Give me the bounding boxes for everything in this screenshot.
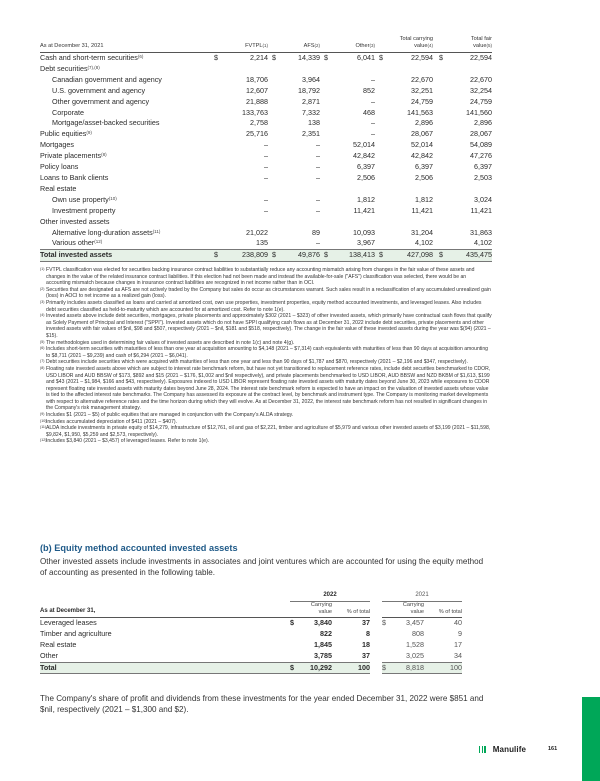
table-row: [40, 206, 492, 217]
row-value: 42,842: [353, 151, 375, 161]
footnote: [40, 287, 492, 300]
row-value: 468: [363, 107, 375, 117]
spacer: [370, 640, 382, 651]
table-row: [40, 151, 492, 162]
table-row: [40, 217, 492, 228]
row-value: [375, 184, 433, 195]
row-value: 32,254: [470, 85, 492, 95]
row-value: 3,964: [302, 74, 320, 84]
table-row: [40, 173, 492, 184]
year-2022: 2022: [290, 590, 370, 601]
footnote: [40, 412, 492, 419]
total-value: $ 427,098: [375, 250, 433, 262]
row-value: 6,397: [357, 162, 375, 172]
row-value: –: [316, 162, 320, 172]
spacer: [462, 629, 492, 640]
row-value: 6,397: [415, 162, 433, 172]
row-value: –: [316, 172, 320, 182]
spacer: [462, 617, 492, 628]
row-value: 42,842: [411, 151, 433, 161]
footnotes: [40, 267, 492, 445]
row-value: 2,506: [415, 172, 433, 182]
row-label: Public equities$^{(9)}$: [40, 129, 92, 139]
footnote-text: Includes $1 (2021 – $5) of public equities that are managed in conjunction with the Company's ALDA strategy.: [46, 412, 294, 419]
col-header-other: Other$^{(3)}$: [320, 36, 375, 53]
as-at-label: As at December 31, 2021: [40, 36, 210, 53]
footnote-text: FVTPL classification was elected for securities backing insurance contract liabilities to substantially reduce any accounting mismatch arising from changes in the fair value of these assets and changes in the value of the related insurance contract liabilities. If this election had not been made and instead the available-for-sale ("AFS") classification was selected, there would be an accounting mismatch because changes in insurance contract liabilities are recognized in net income rather than in OCI.: [46, 267, 475, 287]
row-value: 141,563: [407, 107, 433, 117]
carrying-value-2022: 3,785: [314, 650, 332, 660]
row-value: –: [316, 205, 320, 215]
row-value: –: [316, 238, 320, 248]
row-label: Loans to Bank clients: [40, 172, 109, 182]
footnote-marker: (2): [40, 286, 45, 291]
row-label: Private placements$^{(8)}$: [40, 151, 107, 161]
table-row: [40, 75, 492, 86]
total-value-2022: $ 10,292: [290, 662, 332, 674]
total-value: $ 238,809: [210, 250, 268, 262]
row-value: 24,759: [411, 96, 433, 106]
footnote: [40, 419, 492, 426]
row-value: 2,351: [302, 129, 320, 139]
row-value: 141,560: [466, 107, 492, 117]
row-value: 2,758: [250, 118, 268, 128]
row-label: Various other$^{(12)}$: [52, 238, 103, 248]
total-pct-2022: 100: [332, 662, 370, 674]
footnote: [40, 366, 492, 412]
total-row: [40, 662, 492, 674]
table-body: [40, 53, 492, 262]
footnote: [40, 438, 492, 445]
table-row: [40, 129, 492, 140]
row-value: –: [371, 118, 375, 128]
table-row: [40, 238, 492, 249]
total-value: $ 435,475: [433, 250, 492, 262]
row-label: Real estate: [40, 183, 77, 193]
table-row: [40, 184, 492, 195]
footnote-marker: (1): [40, 267, 45, 271]
table-row: [40, 140, 492, 151]
row-value: 28,067: [470, 129, 492, 139]
row-value: 1,812: [357, 194, 375, 204]
table-row: [40, 86, 492, 97]
total-value-2021: $ 8,818: [382, 662, 424, 674]
footnote: [40, 359, 492, 366]
carrying-value-2022: 822: [320, 628, 332, 638]
table-row: [40, 195, 492, 206]
row-value: 11,421: [411, 205, 433, 215]
section-intro: Other invested assets include investments in associates and joint ventures which are accounted for using the equity method of accounting as presented in the following table.: [40, 557, 484, 577]
footnote-marker: (7): [40, 359, 45, 364]
row-value: 7,332: [302, 107, 320, 117]
table-row: [40, 651, 492, 662]
row-label: Other invested assets: [40, 216, 110, 226]
row-value: [433, 184, 492, 195]
total-pct-2021: 100: [424, 662, 462, 674]
table-row: [40, 118, 492, 129]
row-value: [210, 184, 268, 195]
total-row: [40, 250, 492, 262]
row-value: [320, 217, 375, 228]
row-value: [268, 184, 320, 195]
row-value: 12,607: [246, 85, 268, 95]
row-value: –: [316, 140, 320, 150]
table-row: [40, 640, 492, 651]
row-value: [268, 217, 320, 228]
footnote-text: Invested assets above include debt securities, mortgages, private placements and approximately $302 (2021 – $323) of other invested assets, which primarily have contractual cash flows that qualify as Solely Payment of Principal and Interest ("SPPI"). Invested assets which do not have SPPI qualifying cash flows as at December 31, 2022 include debt securities, private placements and other invested assets with fair values of $nil, $98 and $507, respectively (2021 – $nil, $181 and $518, respectively). The change in the fair value of these invested assets during the year was $(94) (2021 – $15).: [46, 313, 492, 339]
row-label: U.S. government and agency: [52, 85, 146, 95]
row-value: 2,871: [302, 96, 320, 106]
carrying-value-2021: $ 3,457: [382, 617, 425, 627]
row-value: –: [264, 162, 268, 172]
footnote-text: The methodologies used in determining fair values of invested assets are described in note 1(c) and note 4(g).: [46, 339, 295, 346]
row-value: –: [264, 172, 268, 182]
row-value: –: [264, 140, 268, 150]
pct-total-2021: 40: [454, 617, 463, 627]
row-value: 21,888: [246, 96, 268, 106]
footnote-marker: (12): [40, 438, 47, 443]
row-value: 133,763: [242, 107, 268, 117]
spacer: [370, 629, 382, 640]
table-row: [40, 629, 492, 640]
row-value: [320, 64, 375, 75]
row-value: 21,022: [246, 227, 268, 237]
footnote-marker: (6): [40, 346, 45, 351]
row-label: Investment property: [52, 205, 116, 215]
row-value: 24,759: [470, 96, 492, 106]
row-value: $ 22,594: [439, 53, 492, 62]
row-value: 11,421: [470, 205, 492, 215]
footnote: [40, 267, 492, 287]
row-value: 18,706: [246, 74, 268, 84]
pct-total-2022: 37: [362, 617, 371, 627]
row-value: 31,204: [411, 227, 433, 237]
row-value: 135: [256, 238, 268, 248]
pct-total-2022: 37: [362, 650, 371, 660]
row-value: 54,089: [470, 140, 492, 150]
manulife-logo-icon: [479, 746, 486, 753]
carrying-value-2022: 1,845: [314, 639, 332, 649]
row-value: 4,102: [415, 238, 433, 248]
page-number: 161: [548, 746, 558, 752]
row-value: [433, 64, 492, 75]
footnote-marker: (9): [40, 412, 45, 417]
footnote-marker: (10): [40, 418, 47, 423]
row-value: 11,421: [353, 205, 375, 215]
closing-paragraph: The Company's share of profit and dividends from these investments for the year ended December 31, 2022 were $851 and $nil, respectively (2021 – $1,300 and $2).: [40, 694, 484, 714]
pct-total-2022: 8: [366, 628, 371, 638]
row-value: 1,812: [415, 194, 433, 204]
row-label: Mortgage/asset-backed securities: [52, 118, 160, 128]
row-value: 52,014: [411, 140, 433, 150]
row-value: $ 2,214: [214, 53, 268, 62]
footnote-text: Debt securities include securities which were acquired with maturities of less than one year and less than 90 days of $1,787 and $870, respectively (2021 – $2,196 and $347, respectively).: [46, 359, 468, 366]
footnote-marker: (11): [40, 425, 47, 430]
equity-method-table: [40, 590, 492, 674]
row-value: $ 22,594: [379, 53, 433, 62]
total-value: $ 138,413: [320, 250, 375, 262]
col-header-total-fair: Total fair value$^{(5)}$: [433, 36, 492, 53]
row-value: [320, 184, 375, 195]
row-label: Leveraged leases: [40, 617, 97, 627]
row-value: –: [264, 205, 268, 215]
row-label: Other: [40, 650, 58, 660]
row-value: 2,503: [474, 172, 492, 182]
carrying-value-header-2021: Carrying value: [382, 601, 424, 617]
footnote-text: Floating rate invested assets above which are subject to interest rate benchmark reform, but have not yet transitioned to replacement reference rates, include debt securities benchmarked to CDOR, USD LIBOR and AUD BBSW of $173, $892 and $15 (2021 – $176, $1,002 and $nil respectively), and private placements benchmarked to USD LIBOR, AUD BBSW and NZD BKBM of $1,613, $199 and $43 (2021 – $1,984, $166 and $43, respectively). Exposures indexed to USD LIBOR represent floating rate invested assets with maturity dates beyond June 30, 2023 while exposures to CDOR represent floating rate invested assets with maturity dates beyond June 28, 2024. The interest rate benchmark reform is expected to have an impact on the valuation of invested assets whose value is tied to the affected interest rate benchmarks. The Company has assessed its exposure at the contract level, by benchmark and instrument type. The Company is monitoring market developments with respect to alternative reference rates and the time horizon during which they will evolve. As at December 31, 2022, the interest rate benchmark reform has not resulted in significant changes in the Company's risk management strategy.: [46, 365, 491, 412]
row-value: 2,506: [357, 172, 375, 182]
pct-total-2021: 34: [454, 650, 463, 660]
col-header-fvtpl: FVTPL$^{(1)}$: [210, 36, 268, 53]
row-value: $ 14,339: [272, 53, 320, 62]
footnote: [40, 340, 492, 347]
carrying-value-2021: 808: [412, 628, 425, 638]
table-row: [40, 64, 492, 75]
total-label: Total invested assets: [40, 250, 210, 262]
row-value: –: [371, 129, 375, 139]
row-value: 22,670: [411, 74, 433, 84]
pct-total-2021: 9: [458, 628, 463, 638]
row-label: Timber and agriculture: [40, 628, 112, 638]
row-value: 3,967: [357, 238, 375, 248]
carrying-value-header-2022: Carrying value: [290, 601, 332, 617]
footnote-marker: (4): [40, 313, 45, 318]
row-value: 852: [363, 85, 375, 95]
table-row: [40, 97, 492, 108]
table-row: [40, 108, 492, 119]
row-value: 28,067: [411, 129, 433, 139]
row-value: [375, 64, 433, 75]
spacer: [370, 662, 382, 674]
pct-total-header-2021: % of total: [424, 601, 462, 617]
section-heading: (b) Equity method accounted invested assets: [40, 543, 238, 553]
table-row: [40, 53, 492, 64]
row-label: Own use property$^{(10)}$: [52, 194, 117, 204]
brand-edge-bar: [582, 697, 600, 781]
spacer: [462, 662, 492, 674]
footnote-text: ALDA include investments in private equity of $14,279, infrastructure of $12,761, oil and gas of $2,221, timber and agriculture of $5,979 and various other invested assets of $3,199 (2021 – $11,598, $9,824, $1,950, $5,259 and $2,573, respectively).: [46, 425, 491, 438]
brand-name: Manulife: [492, 745, 527, 754]
footnote-marker: (5): [40, 339, 45, 344]
row-value: [268, 64, 320, 75]
year-2021: 2021: [382, 590, 462, 601]
row-label: Real estate: [40, 639, 77, 649]
col-header-total-carrying: Total carrying value$^{(4)}$: [375, 36, 433, 53]
table-header-row: [40, 36, 492, 53]
spacer: [370, 617, 382, 628]
row-label: Corporate: [52, 107, 84, 117]
row-label: Canadian government and agency: [52, 74, 162, 84]
footnote-text: Securities that are designated as AFS are not actively traded by the Company but sales do occur as circumstances warrant. Such sales result in a reclassification of any accumulated unrealized gain (loss) in AOCI to net income as a realized gain (loss).: [46, 286, 491, 300]
pct-total-2022: 18: [362, 639, 371, 649]
carrying-value-2022: $ 3,840: [290, 617, 332, 627]
row-value: 2,896: [474, 118, 492, 128]
row-value: 10,093: [353, 227, 375, 237]
row-value: 47,276: [470, 151, 492, 161]
spacer: [370, 651, 382, 662]
spacer: [462, 651, 492, 662]
row-value: 89: [312, 227, 320, 237]
row-value: 31,863: [470, 227, 492, 237]
row-value: 52,014: [353, 140, 375, 150]
as-at-label: As at December 31,: [40, 601, 290, 617]
row-value: $ 6,041: [324, 53, 375, 62]
year-header-row: [40, 590, 492, 601]
footnote-marker: (3): [40, 299, 45, 304]
row-value: –: [264, 194, 268, 204]
row-value: 4,102: [474, 238, 492, 248]
manulife-logo: [479, 745, 526, 754]
spacer: [462, 640, 492, 651]
pct-total-header-2022: % of total: [332, 601, 370, 617]
footnote: [40, 425, 492, 438]
row-value: [210, 217, 268, 228]
row-value: 2,896: [415, 118, 433, 128]
total-label: Total: [40, 662, 290, 674]
row-value: 3,024: [474, 194, 492, 204]
subheader-row: [40, 601, 492, 617]
row-value: 138: [308, 118, 320, 128]
row-value: 18,792: [298, 85, 320, 95]
row-value: [433, 217, 492, 228]
footnote: [40, 346, 492, 359]
table-row: [40, 617, 492, 628]
row-value: [375, 217, 433, 228]
footnote-marker: (8): [40, 365, 45, 370]
row-value: 22,670: [470, 74, 492, 84]
col-header-afs: AFS$^{(2)}$: [268, 36, 320, 53]
row-label: Mortgages: [40, 140, 74, 150]
total-value: $ 49,876: [268, 250, 320, 262]
carrying-value-2021: 3,025: [406, 650, 425, 660]
row-label: Alternative long-duration assets$^{(11)}$: [52, 227, 161, 237]
carrying-value-2021: 1,528: [406, 639, 425, 649]
row-value: 6,397: [474, 162, 492, 172]
invested-assets-table: [40, 36, 492, 262]
row-value: [210, 64, 268, 75]
row-value: –: [316, 194, 320, 204]
row-label: Other government and agency: [52, 96, 150, 106]
pct-total-2021: 17: [454, 639, 463, 649]
footnote: [40, 313, 492, 339]
table-row: [40, 228, 492, 239]
row-value: 32,251: [411, 85, 433, 95]
row-label: Policy loans: [40, 162, 79, 172]
row-label: Debt securities$^{(7),(8)}$: [40, 63, 100, 73]
footnote-text: Includes short-term securities with maturities of less than one year at acquisition amounting to $4,148 (2021 – $7,314) cash equivalents with maturities of less than 90 days at acquisition amounting to $8,711 (2021 – $9,239) and cash of $6,294 (2021 – $6,041).: [46, 346, 488, 359]
footnote-text: Includes accumulated depreciation of $411 (2021 – $407).: [46, 418, 178, 425]
row-value: –: [371, 96, 375, 106]
footnote-text: Primarily includes assets classified as loans and carried at amortized cost, own use properties, investment properties, equity method accounted investments, and leveraged leases. Also includes debt securities classified as held-to-maturity which are accounted for at amortized cost. Refer to note 1(e).: [46, 299, 482, 313]
row-label: Cash and short-term securities$^{(6)}$: [40, 53, 144, 62]
row-value: –: [316, 151, 320, 161]
row-value: 25,716: [246, 129, 268, 139]
row-value: –: [264, 151, 268, 161]
table-row: [40, 162, 492, 173]
row-value: –: [371, 74, 375, 84]
footnote: [40, 300, 492, 313]
footnote-text: Includes $3,840 (2021 – $3,457) of leveraged leases. Refer to note 1(e).: [46, 438, 210, 445]
